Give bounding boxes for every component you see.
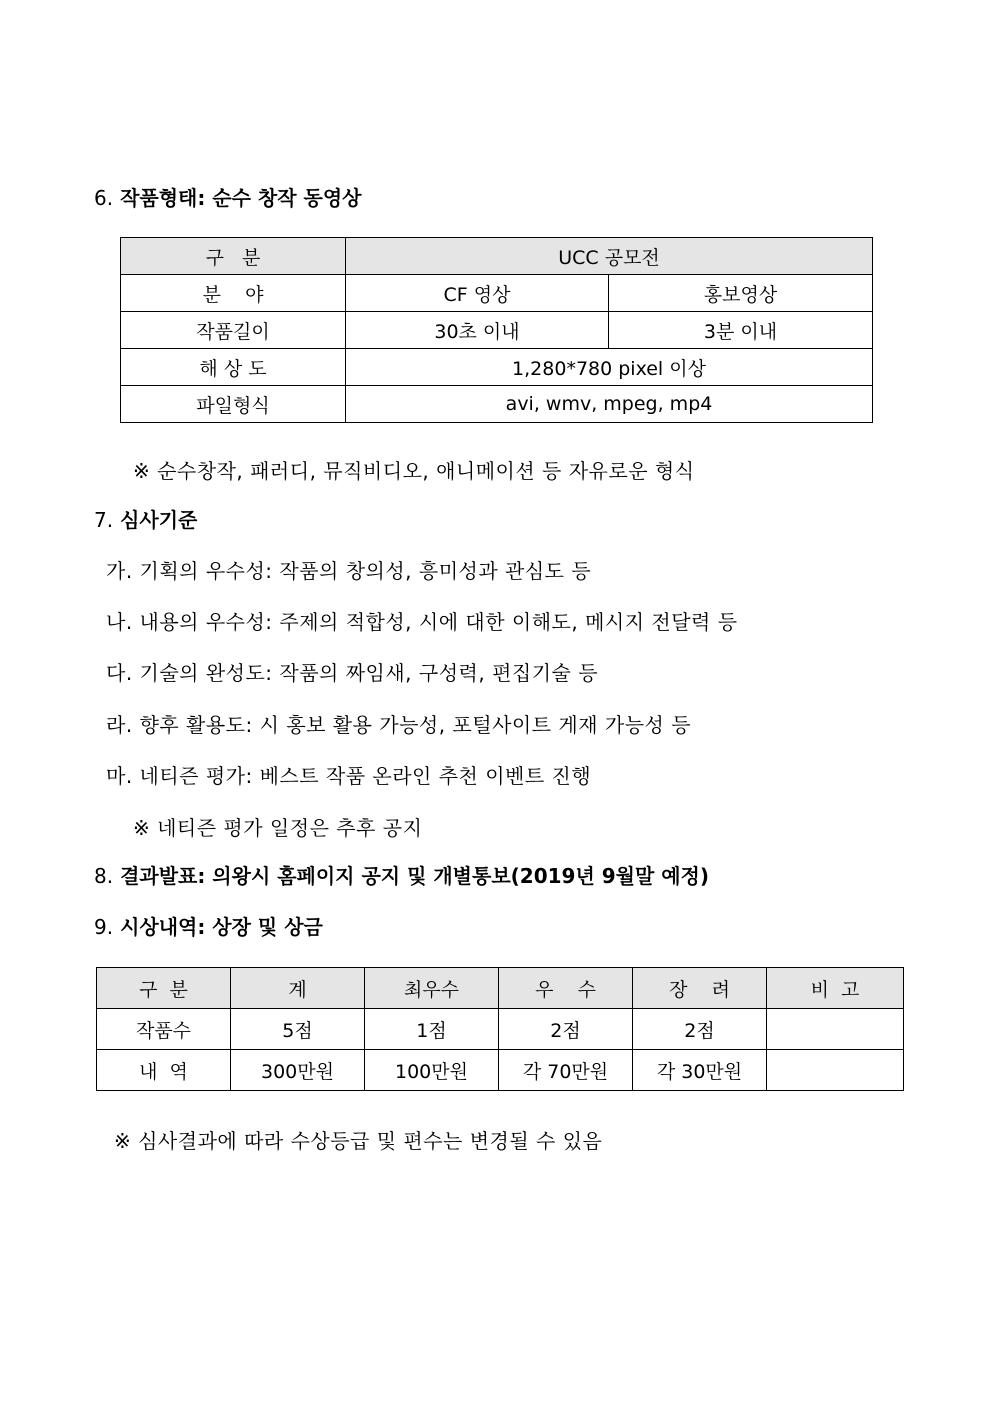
format-table — [120, 237, 873, 423]
table-cell: 파일형식 — [121, 386, 346, 423]
section-7-note: ※ 네티즌 평가 일정은 추후 공지 — [133, 816, 423, 840]
table-cell: 홍보영상 — [609, 275, 873, 312]
section-7-title: 심사기준 — [120, 508, 198, 532]
format-header-label: 구 분 — [121, 238, 346, 275]
table-row — [97, 1009, 904, 1050]
table-cell: 작품길이 — [121, 312, 346, 349]
section-8-heading — [94, 860, 709, 889]
table-cell: 3분 이내 — [609, 312, 873, 349]
table-cell: CF 영상 — [346, 275, 609, 312]
table-header: 장 려 — [633, 968, 767, 1009]
criteria-item: 마. 네티즌 평가: 베스트 작품 온라인 추천 이벤트 진행 — [106, 764, 592, 788]
table-header-row — [97, 968, 904, 1009]
table-cell: 해 상 도 — [121, 349, 346, 386]
table-header: 최우수 — [365, 968, 499, 1009]
table-cell: 내 역 — [97, 1050, 231, 1091]
section-6-note: ※ 순수창작, 패러디, 뮤직비디오, 애니메이션 등 자유로운 형식 — [133, 459, 695, 483]
table-cell: 2점 — [499, 1009, 633, 1050]
section-6-title: 작품형태: 순수 창작 동영상 — [120, 186, 362, 210]
section-7-number: 7. — [94, 508, 114, 532]
section-8-title: 결과발표: 의왕시 홈페이지 공지 및 개별통보(2019년 9월말 예정) — [120, 864, 710, 888]
table-cell: 1점 — [365, 1009, 499, 1050]
table-row — [121, 386, 873, 423]
table-cell: 작품수 — [97, 1009, 231, 1050]
table-row — [121, 238, 873, 275]
table-cell: avi, wmv, mpeg, mp4 — [346, 386, 873, 423]
section-6-heading — [94, 182, 361, 211]
table-cell: 각 30만원 — [633, 1050, 767, 1091]
table-cell: 분 야 — [121, 275, 346, 312]
award-table — [96, 967, 904, 1091]
table-row — [97, 1050, 904, 1091]
section-7-heading — [94, 504, 197, 533]
table-row — [121, 275, 873, 312]
format-header-value: UCC 공모전 — [346, 238, 873, 275]
table-cell: 100만원 — [365, 1050, 499, 1091]
table-cell — [767, 1050, 904, 1091]
table-cell: 5점 — [231, 1009, 365, 1050]
criteria-item: 다. 기술의 완성도: 작품의 짜임새, 구성력, 편집기술 등 — [106, 661, 599, 685]
table-header: 비 고 — [767, 968, 904, 1009]
table-cell — [767, 1009, 904, 1050]
table-header: 계 — [231, 968, 365, 1009]
table-cell: 각 70만원 — [499, 1050, 633, 1091]
section-9-note: ※ 심사결과에 따라 수상등급 및 편수는 변경될 수 있음 — [114, 1129, 603, 1153]
section-9-heading — [94, 911, 323, 940]
section-6-number: 6. — [94, 186, 114, 210]
table-cell: 30초 이내 — [346, 312, 609, 349]
table-cell: 2점 — [633, 1009, 767, 1050]
criteria-item: 가. 기획의 우수성: 작품의 창의성, 흥미성과 관심도 등 — [106, 559, 592, 583]
section-9-number: 9. — [94, 915, 114, 939]
section-9-title: 시상내역: 상장 및 상금 — [120, 915, 323, 939]
table-cell: 300만원 — [231, 1050, 365, 1091]
table-row — [121, 312, 873, 349]
section-8-number: 8. — [94, 864, 114, 888]
criteria-item: 나. 내용의 우수성: 주제의 적합성, 시에 대한 이해도, 메시지 전달력 등 — [106, 610, 738, 634]
table-row — [121, 349, 873, 386]
table-header: 우 수 — [499, 968, 633, 1009]
table-cell: 1,280*780 pixel 이상 — [346, 349, 873, 386]
table-header: 구 분 — [97, 968, 231, 1009]
criteria-item: 라. 향후 활용도: 시 홍보 활용 가능성, 포털사이트 게재 가능성 등 — [106, 713, 692, 737]
